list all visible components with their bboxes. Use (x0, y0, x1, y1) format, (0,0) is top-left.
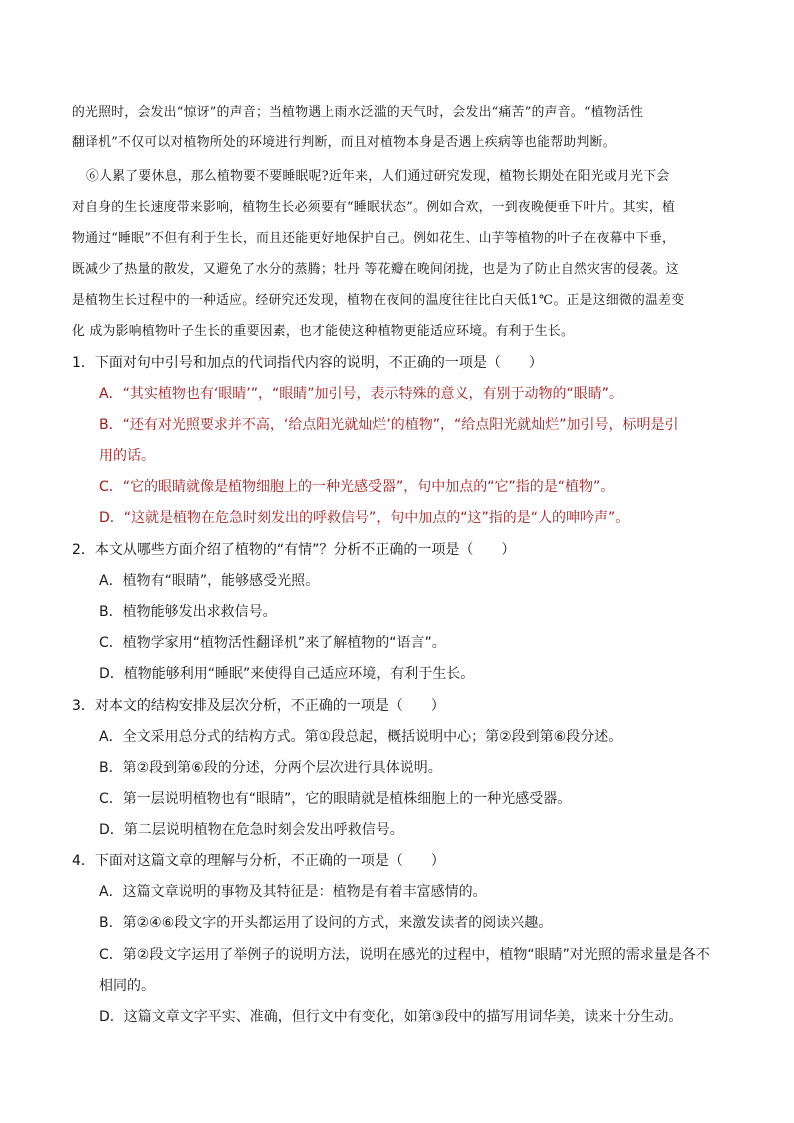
question-2-option-c: C．植物学家用“植物活性翻译机”来了解植物的“语言”。 (99, 635, 446, 651)
question-3-option-a: A．全文采用总分式的结构方式。第①段总起，概括说明中心；第②段到第⑥段分述。 (99, 729, 623, 745)
question-2-option-d: D．植物能够利用“睡眠”来使得自己适应环境，有利于生长。 (99, 666, 475, 682)
question-4-option-c: C．第②段文字运用了举例子的说明方法，说明在感光的过程中，植物“眼睛”对光照的需求量是各不 (99, 947, 710, 963)
question-2-stem: 2．本文从哪些方面介绍了植物的“有情”？分析不正确的一项是（ ） (72, 542, 516, 558)
passage-line: ⑥人累了要休息，那么植物要不要睡眠呢?近年来，人们通过研究发现，植物长期处在阳光或月光下会 (86, 169, 670, 184)
question-4-stem: 4．下面对这篇文章的理解与分析，不正确的一项是（ ） (72, 853, 445, 869)
question-4-option-b: B．第②④⑥段文字的开头都运用了设问的方式，来激发读者的阅读兴趣。 (99, 915, 553, 931)
question-1-option-d: D．“这就是植物在危急时刻发出的呼救信号”，句中加点的“这”指的是“人的呻吟声”。 (99, 510, 630, 526)
question-1-option-b-cont: 用的话。 (99, 448, 155, 464)
passage-line: 物通过“睡眠”不但有利于生长，而且还能更好地保护自己。例如花生、山芋等植物的叶子在夜幕中下垂， (72, 231, 676, 246)
passage-line: 化 成为影响植物叶子生长的重要因素，也才能使这种植物更能适应环境。有利于生长。 (72, 324, 575, 339)
question-3-option-d: D．第二层说明植物在危急时刻会发出呼救信号。 (99, 822, 404, 838)
question-3-option-c: C．第一层说明植物也有“眼睛”，它的眼睛就是植株细胞上的一种光感受器。 (99, 791, 572, 807)
passage-line: 翻译机”不仅可以对植物所处的环境进行判断，而且对植物本身是否遇上疾病等也能帮助判断。 (72, 135, 616, 150)
question-2-option-b: B．植物能够发出求救信号。 (99, 604, 277, 620)
question-3-stem: 3．对本文的结构安排及层次分析，不正确的一项是（ ） (72, 698, 445, 714)
passage-line: 对自身的生长速度带来影响，植物生长必须要有“睡眠状态”。例如合欢，一到夜晚便垂下叶片。其实，植 (72, 200, 676, 215)
question-3-option-b: B．第②段到第⑥段的分述，分两个层次进行具体说明。 (99, 760, 442, 776)
passage-line: 既减少了热量的散发，又避免了水分的蒸腾；牡丹 等花瓣在晚间闭拢，也是为了防止自然灾害的侵袭。这 (72, 262, 679, 277)
question-1-option-a: A．“其实植物也有‘眼睛’”，“眼睛”加引号，表示特殊的意义，有别于动物的“眼睛”。 (99, 386, 623, 402)
question-1-option-c: C．“它的眼睛就像是植物细胞上的一种光感受器”，句中加点的“它”指的是“植物”。 (99, 479, 615, 495)
question-4-option-a: A．这篇文章说明的事物及其特征是：植物是有着丰富感情的。 (99, 884, 487, 900)
question-2-option-a: A．植物有“眼睛”，能够感受光照。 (99, 573, 320, 589)
passage-line: 的光照时，会发出“惊讶”的声音；当植物遇上雨水泛滥的天气时，会发出“痛苦”的声音。“植物活性 (72, 105, 644, 120)
question-4-option-d: D．这篇文章文字平实、准确，但行文中有变化，如第③段中的描写用词华美，读来十分生动。 (99, 1009, 683, 1025)
question-1-option-b: B．“还有对光照要求并不高，‘给点阳光就灿烂’的植物”，“给点阳光就灿烂”加引号，标明是引 (99, 417, 679, 433)
question-1-stem: 1．下面对句中引号和加点的代词指代内容的说明，不正确的一项是（ ） (72, 355, 543, 371)
passage-line: 是植物生长过程中的一种适应。经研究还发现，植物在夜间的温度往往比白天低1℃。正是这细微的温差变 (72, 293, 685, 308)
question-4-option-c-cont: 相同的。 (99, 978, 155, 994)
